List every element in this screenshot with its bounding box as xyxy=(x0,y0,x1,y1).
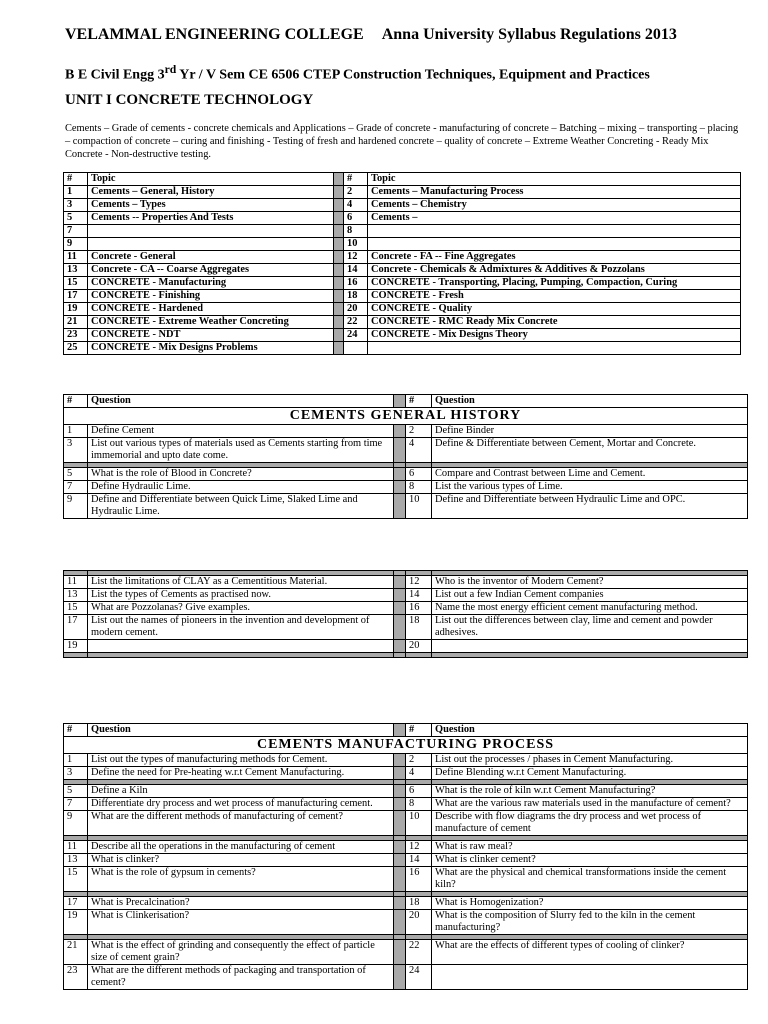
item-number: 10 xyxy=(344,238,368,251)
col-header-text: Question xyxy=(432,724,748,737)
item-text: Define and Differentiate between Hydraulic Lime and OPC. xyxy=(432,494,748,519)
separator-cell xyxy=(334,342,344,355)
item-text: What is the role of kiln w.r.t Cement Manufacturing? xyxy=(432,785,748,798)
item-number: 8 xyxy=(406,481,432,494)
item-number: 20 xyxy=(406,910,432,935)
separator-cell xyxy=(394,841,406,854)
item-text: Cements – Chemistry xyxy=(368,199,741,212)
university-regulations: Anna University Syllabus Regulations 2013 xyxy=(381,26,677,43)
item-text xyxy=(368,225,741,238)
item-number: 20 xyxy=(406,640,432,653)
item-number: 14 xyxy=(344,264,368,277)
item-number: 24 xyxy=(406,965,432,990)
item-text: CONCRETE - Finishing xyxy=(88,290,334,303)
item-number: 11 xyxy=(64,576,88,589)
item-number: 5 xyxy=(64,468,88,481)
item-text: Concrete - Chemicals & Admixtures & Additives & Pozzolans xyxy=(368,264,741,277)
item-text: What is the role of Blood in Concrete? xyxy=(88,468,394,481)
item-text: Cements – Manufacturing Process xyxy=(368,186,741,199)
topic-row xyxy=(64,342,741,355)
topic-row xyxy=(64,225,741,238)
question-row xyxy=(64,481,748,494)
item-number xyxy=(344,342,368,355)
col-header-number: # xyxy=(64,395,88,408)
separator-cell xyxy=(334,238,344,251)
item-text: CONCRETE - RMC Ready Mix Concrete xyxy=(368,316,741,329)
question-row xyxy=(64,589,748,602)
item-text: What is Precalcination? xyxy=(88,897,394,910)
section-title-row xyxy=(64,408,748,425)
item-number: 1 xyxy=(64,425,88,438)
separator-cell xyxy=(394,576,406,589)
item-number: 6 xyxy=(406,468,432,481)
item-text: CONCRETE - Fresh xyxy=(368,290,741,303)
item-number: 6 xyxy=(344,212,368,225)
item-number: 11 xyxy=(64,251,88,264)
item-text: CONCRETE - Quality xyxy=(368,303,741,316)
question-row xyxy=(64,841,748,854)
item-text: What are Pozzolanas? Give examples. xyxy=(88,602,394,615)
item-text: Name the most energy efficient cement manufacturing method. xyxy=(432,602,748,615)
item-text: CONCRETE - Manufacturing xyxy=(88,277,334,290)
separator-cell xyxy=(334,290,344,303)
item-text: List out a few Indian Cement companies xyxy=(432,589,748,602)
item-number: 10 xyxy=(406,494,432,519)
separator-cell xyxy=(394,602,406,615)
topic-row xyxy=(64,290,741,303)
college-name: VELAMMAL ENGINEERING COLLEGE xyxy=(65,26,364,43)
item-number: 1 xyxy=(64,186,88,199)
item-number: 2 xyxy=(406,754,432,767)
item-text: Define a Kiln xyxy=(88,785,394,798)
item-number: 16 xyxy=(344,277,368,290)
topic-row xyxy=(64,212,741,225)
item-text: What are the effects of different types of cooling of clinker? xyxy=(432,940,748,965)
separator-cell xyxy=(394,767,406,780)
separator-cell xyxy=(394,481,406,494)
item-number: 24 xyxy=(344,329,368,342)
separator-cell xyxy=(334,329,344,342)
separator-cell xyxy=(394,724,406,737)
item-number: 15 xyxy=(64,277,88,290)
item-number: 5 xyxy=(64,785,88,798)
question-header-row xyxy=(64,724,748,737)
question-row xyxy=(64,854,748,867)
section-title-row xyxy=(64,737,748,754)
item-number: 3 xyxy=(64,438,88,463)
topic-row xyxy=(64,264,741,277)
item-number: 17 xyxy=(64,615,88,640)
item-text: What is clinker? xyxy=(88,854,394,867)
topic-row xyxy=(64,277,741,290)
separator-cell xyxy=(394,653,406,658)
item-number: 20 xyxy=(344,303,368,316)
item-text xyxy=(88,640,394,653)
course-pre: B E Civil Engg 3 xyxy=(65,67,165,83)
item-number: 23 xyxy=(64,965,88,990)
item-text: Describe all the operations in the manufacturing of cement xyxy=(88,841,394,854)
course-sup: rd xyxy=(164,63,177,76)
item-text: Who is the inventor of Modern Cement? xyxy=(432,576,748,589)
item-number: 8 xyxy=(344,225,368,238)
item-number: 9 xyxy=(64,238,88,251)
item-number: 14 xyxy=(406,854,432,867)
item-text: CONCRETE - Transporting, Placing, Pumping, Compaction, Curing xyxy=(368,277,741,290)
unit-title: UNIT I CONCRETE TECHNOLOGY xyxy=(65,92,314,108)
syllabus-intro: Cements – Grade of cements - concrete chemicals and Applications – Grade of concrete - manufacturing of concrete – Batching – mixing – transporting – placing – compaction of concrete – curing and finishing - Testing of fresh and hardened concrete – quality of concrete – Extreme Weather Concreting - Ready Mix Concrete - Non-destructive testing. xyxy=(65,123,739,160)
item-text: List out the types of manufacturing methods for Cement. xyxy=(88,754,394,767)
item-number: 25 xyxy=(64,342,88,355)
item-text: Cements – xyxy=(368,212,741,225)
item-number: 4 xyxy=(406,767,432,780)
question-row xyxy=(64,811,748,836)
separator-cell xyxy=(334,225,344,238)
item-text: List out the processes / phases in Cement Manufacturing. xyxy=(432,754,748,767)
question-row xyxy=(64,767,748,780)
question-row xyxy=(64,494,748,519)
item-number: 9 xyxy=(64,811,88,836)
item-number: 1 xyxy=(64,754,88,767)
separator-cell xyxy=(334,264,344,277)
item-number: 2 xyxy=(344,186,368,199)
topic-row xyxy=(64,199,741,212)
separator-cell xyxy=(334,277,344,290)
item-text xyxy=(432,965,748,990)
separator-cell xyxy=(394,785,406,798)
item-number: 12 xyxy=(406,576,432,589)
item-text: Concrete - General xyxy=(88,251,334,264)
question-row xyxy=(64,754,748,767)
item-number: 16 xyxy=(406,602,432,615)
item-text: What is the composition of Slurry fed to the kiln in the cement manufacturing? xyxy=(432,910,748,935)
item-text: CONCRETE - Mix Designs Problems xyxy=(88,342,334,355)
question-row xyxy=(64,576,748,589)
item-text: CONCRETE - Mix Designs Theory xyxy=(368,329,741,342)
col-header-number: # xyxy=(64,173,88,186)
item-text: List the types of Cements as practised now. xyxy=(88,589,394,602)
question-row xyxy=(64,798,748,811)
item-number: 5 xyxy=(64,212,88,225)
topics-table xyxy=(63,172,741,355)
item-text: Differentiate dry process and wet process of manufacturing cement. xyxy=(88,798,394,811)
section-title: CEMENTS MANUFACTURING PROCESS xyxy=(64,737,748,754)
col-header-number: # xyxy=(64,724,88,737)
topic-row xyxy=(64,303,741,316)
questions-table-manufacturing-process xyxy=(63,723,748,990)
item-text: What are the physical and chemical transformations inside the cement kiln? xyxy=(432,867,748,892)
separator-cell xyxy=(394,589,406,602)
item-text: CONCRETE - NDT xyxy=(88,329,334,342)
topic-row xyxy=(64,316,741,329)
separator-cell xyxy=(394,640,406,653)
item-number: 11 xyxy=(64,841,88,854)
item-number: 13 xyxy=(64,589,88,602)
item-number: 19 xyxy=(64,910,88,935)
question-row xyxy=(64,910,748,935)
item-text: List the limitations of CLAY as a Cementitious Material. xyxy=(88,576,394,589)
questions-table-general-history xyxy=(63,394,748,519)
item-text: Define and Differentiate between Quick Lime, Slaked Lime and Hydraulic Lime. xyxy=(88,494,394,519)
col-header-number: # xyxy=(406,724,432,737)
item-text: CONCRETE - Extreme Weather Concreting xyxy=(88,316,334,329)
item-text: What is Clinkerisation? xyxy=(88,910,394,935)
item-text: Cements – General, History xyxy=(88,186,334,199)
item-text: List out the differences between clay, lime and cement and powder adhesives. xyxy=(432,615,748,640)
course-line xyxy=(65,63,650,84)
col-header-text: Topic xyxy=(88,173,334,186)
separator-cell xyxy=(394,438,406,463)
item-number: 3 xyxy=(64,199,88,212)
item-text: Compare and Contrast between Lime and Cement. xyxy=(432,468,748,481)
separator-band xyxy=(64,653,748,658)
separator-cell xyxy=(394,854,406,867)
separator-cell xyxy=(394,811,406,836)
separator-cell xyxy=(394,897,406,910)
item-text: Describe with flow diagrams the dry process and wet process of manufacture of cement xyxy=(432,811,748,836)
item-text: List out the names of pioneers in the invention and development of modern cement. xyxy=(88,615,394,640)
question-row xyxy=(64,785,748,798)
item-text: Concrete - FA -- Fine Aggregates xyxy=(368,251,741,264)
section-title: CEMENTS GENERAL HISTORY xyxy=(64,408,748,425)
separator-cell xyxy=(394,940,406,965)
item-number: 18 xyxy=(406,615,432,640)
item-text: Define Cement xyxy=(88,425,394,438)
item-text xyxy=(432,640,748,653)
col-header-text: Question xyxy=(432,395,748,408)
separator-cell xyxy=(394,494,406,519)
question-row xyxy=(64,940,748,965)
item-text: What are the various raw materials used in the manufacture of cement? xyxy=(432,798,748,811)
question-row xyxy=(64,867,748,892)
col-header-text: Topic xyxy=(368,173,741,186)
item-number: 12 xyxy=(344,251,368,264)
topics-header-row xyxy=(64,173,741,186)
question-row xyxy=(64,425,748,438)
separator-cell xyxy=(394,615,406,640)
separator-cell xyxy=(394,798,406,811)
item-text: What is the role of gypsum in cements? xyxy=(88,867,394,892)
item-number: 19 xyxy=(64,303,88,316)
item-number: 9 xyxy=(64,494,88,519)
item-number: 21 xyxy=(64,940,88,965)
separator-cell xyxy=(334,251,344,264)
item-number: 3 xyxy=(64,767,88,780)
item-text: What is the effect of grinding and consequently the effect of particle size of cement grain? xyxy=(88,940,394,965)
item-text xyxy=(88,238,334,251)
question-row xyxy=(64,640,748,653)
separator-cell xyxy=(334,173,344,186)
item-text: CONCRETE - Hardened xyxy=(88,303,334,316)
item-number: 7 xyxy=(64,481,88,494)
separator-cell xyxy=(334,212,344,225)
item-text xyxy=(368,342,741,355)
separator-cell xyxy=(394,910,406,935)
question-row xyxy=(64,615,748,640)
topic-row xyxy=(64,329,741,342)
question-row xyxy=(64,897,748,910)
question-row xyxy=(64,965,748,990)
item-text: Concrete - CA -- Coarse Aggregates xyxy=(88,264,334,277)
item-text: What are the different methods of manufacturing of cement? xyxy=(88,811,394,836)
header-line-1 xyxy=(65,26,677,44)
item-number: 4 xyxy=(406,438,432,463)
item-text: What is raw meal? xyxy=(432,841,748,854)
question-row xyxy=(64,468,748,481)
item-number: 12 xyxy=(406,841,432,854)
item-text: Cements -- Properties And Tests xyxy=(88,212,334,225)
separator-cell xyxy=(394,754,406,767)
separator-cell xyxy=(394,965,406,990)
separator-cell xyxy=(394,425,406,438)
item-number: 15 xyxy=(64,867,88,892)
separator-cell xyxy=(334,186,344,199)
item-number: 16 xyxy=(406,867,432,892)
item-text: Define Hydraulic Lime. xyxy=(88,481,394,494)
item-text: Define & Differentiate between Cement, Mortar and Concrete. xyxy=(432,438,748,463)
separator-cell xyxy=(406,653,432,658)
question-row xyxy=(64,438,748,463)
separator-cell xyxy=(334,199,344,212)
col-header-text: Question xyxy=(88,724,394,737)
item-number: 7 xyxy=(64,798,88,811)
item-number: 15 xyxy=(64,602,88,615)
item-text: Cements – Types xyxy=(88,199,334,212)
col-header-number: # xyxy=(344,173,368,186)
item-number: 13 xyxy=(64,264,88,277)
item-number: 21 xyxy=(64,316,88,329)
question-header-row xyxy=(64,395,748,408)
item-text xyxy=(88,225,334,238)
item-text: What is clinker cement? xyxy=(432,854,748,867)
item-number: 7 xyxy=(64,225,88,238)
item-number: 18 xyxy=(406,897,432,910)
separator-cell xyxy=(88,653,394,658)
item-text: What are the different methods of packaging and transportation of cement? xyxy=(88,965,394,990)
item-number: 6 xyxy=(406,785,432,798)
separator-cell xyxy=(394,395,406,408)
separator-cell xyxy=(334,316,344,329)
item-number: 18 xyxy=(344,290,368,303)
col-header-text: Question xyxy=(88,395,394,408)
item-number: 17 xyxy=(64,290,88,303)
question-row xyxy=(64,602,748,615)
item-text: What is Homogenization? xyxy=(432,897,748,910)
item-number: 10 xyxy=(406,811,432,836)
item-number: 8 xyxy=(406,798,432,811)
separator-cell xyxy=(64,653,88,658)
questions-table-general-history-continued xyxy=(63,570,748,658)
item-number: 14 xyxy=(406,589,432,602)
item-number: 13 xyxy=(64,854,88,867)
item-text xyxy=(368,238,741,251)
item-number: 2 xyxy=(406,425,432,438)
item-number: 22 xyxy=(344,316,368,329)
item-number: 19 xyxy=(64,640,88,653)
col-header-number: # xyxy=(406,395,432,408)
separator-cell xyxy=(394,867,406,892)
item-text: List the various types of Lime. xyxy=(432,481,748,494)
topic-row xyxy=(64,186,741,199)
topic-row xyxy=(64,251,741,264)
item-text: Define Binder xyxy=(432,425,748,438)
separator-cell xyxy=(394,468,406,481)
item-text: Define Blending w.r.t Cement Manufacturing. xyxy=(432,767,748,780)
topic-row xyxy=(64,238,741,251)
separator-cell xyxy=(334,303,344,316)
item-number: 23 xyxy=(64,329,88,342)
item-text: Define the need for Pre-heating w.r.t Cement Manufacturing. xyxy=(88,767,394,780)
separator-cell xyxy=(432,653,748,658)
item-number: 22 xyxy=(406,940,432,965)
item-number: 17 xyxy=(64,897,88,910)
item-text: List out various types of materials used as Cements starting from time immemorial and upto date come. xyxy=(88,438,394,463)
item-number: 4 xyxy=(344,199,368,212)
course-post: Yr / V Sem CE 6506 CTEP Construction Techniques, Equipment and Practices xyxy=(176,67,650,83)
